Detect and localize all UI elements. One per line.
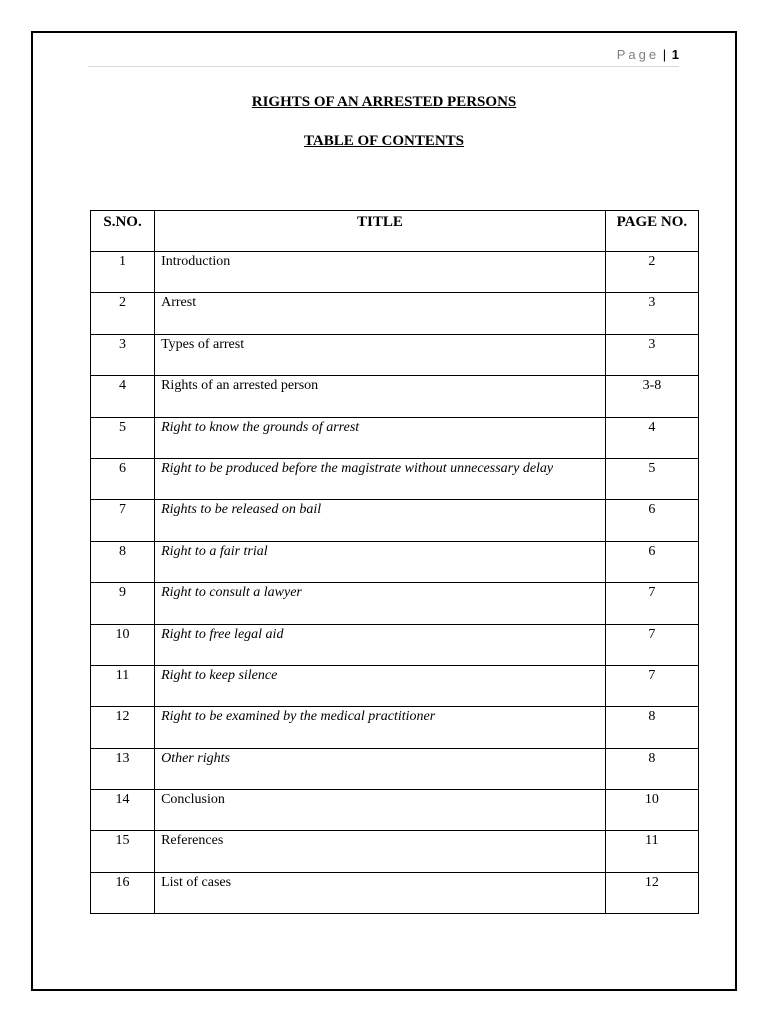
page-header — [88, 47, 679, 67]
header-sno: S.NO. — [91, 211, 155, 252]
row-page-no: 2 — [605, 252, 698, 293]
table-row — [91, 458, 699, 499]
row-page-no: 8 — [605, 707, 698, 748]
row-title: Conclusion — [155, 790, 606, 831]
row-title: Other rights — [155, 748, 606, 789]
row-title: Arrest — [155, 293, 606, 334]
row-title: Right to free legal aid — [155, 624, 606, 665]
row-page-no: 7 — [605, 624, 698, 665]
row-sno: 11 — [91, 665, 155, 706]
table-row — [91, 293, 699, 334]
row-title: Right to be examined by the medical practitioner — [155, 707, 606, 748]
page-number: 1 — [671, 47, 679, 62]
row-sno: 13 — [91, 748, 155, 789]
row-sno: 5 — [91, 417, 155, 458]
row-title: Right to a fair trial — [155, 541, 606, 582]
header-page-no: PAGE NO. — [605, 211, 698, 252]
row-title: Introduction — [155, 252, 606, 293]
row-page-no: 6 — [605, 500, 698, 541]
table-row — [91, 583, 699, 624]
row-title: Right to consult a lawyer — [155, 583, 606, 624]
row-page-no: 11 — [605, 831, 698, 872]
row-page-no: 5 — [605, 458, 698, 499]
table-row — [91, 872, 699, 913]
document-title: RIGHTS OF AN ARRESTED PERSONS — [251, 94, 517, 110]
table-row — [91, 624, 699, 665]
table-row — [91, 665, 699, 706]
row-title: References — [155, 831, 606, 872]
table-row — [91, 417, 699, 458]
table-row — [91, 541, 699, 582]
row-sno: 7 — [91, 500, 155, 541]
toc-heading: TABLE OF CONTENTS — [303, 133, 465, 149]
page-word: Page — [616, 47, 660, 62]
row-page-no: 7 — [605, 583, 698, 624]
row-page-no: 12 — [605, 872, 698, 913]
row-sno: 2 — [91, 293, 155, 334]
row-page-no: 3 — [605, 293, 698, 334]
row-sno: 10 — [91, 624, 155, 665]
table-of-contents — [90, 210, 699, 914]
table-row — [91, 707, 699, 748]
row-page-no: 7 — [605, 665, 698, 706]
page-separator: | — [662, 47, 667, 62]
row-sno: 1 — [91, 252, 155, 293]
row-title: Rights to be released on bail — [155, 500, 606, 541]
row-title: Right to be produced before the magistrate without unnecessary delay — [155, 458, 606, 499]
table-row — [91, 376, 699, 417]
row-page-no: 4 — [605, 417, 698, 458]
row-sno: 14 — [91, 790, 155, 831]
row-title: Types of arrest — [155, 334, 606, 375]
row-sno: 12 — [91, 707, 155, 748]
table-row — [91, 500, 699, 541]
row-page-no: 6 — [605, 541, 698, 582]
row-sno: 3 — [91, 334, 155, 375]
row-page-no: 3 — [605, 334, 698, 375]
row-sno: 16 — [91, 872, 155, 913]
row-page-no: 3-8 — [605, 376, 698, 417]
row-sno: 4 — [91, 376, 155, 417]
row-page-no: 10 — [605, 790, 698, 831]
table-row — [91, 748, 699, 789]
header-title: TITLE — [155, 211, 606, 252]
table-row — [91, 334, 699, 375]
row-page-no: 8 — [605, 748, 698, 789]
row-sno: 8 — [91, 541, 155, 582]
table-row — [91, 831, 699, 872]
row-sno: 6 — [91, 458, 155, 499]
table-body — [91, 252, 699, 914]
row-title: Rights of an arrested person — [155, 376, 606, 417]
table-row — [91, 790, 699, 831]
row-sno: 9 — [91, 583, 155, 624]
row-title: List of cases — [155, 872, 606, 913]
row-title: Right to keep silence — [155, 665, 606, 706]
row-title: Right to know the grounds of arrest — [155, 417, 606, 458]
table-row — [91, 252, 699, 293]
table-header-row — [91, 211, 699, 252]
row-sno: 15 — [91, 831, 155, 872]
